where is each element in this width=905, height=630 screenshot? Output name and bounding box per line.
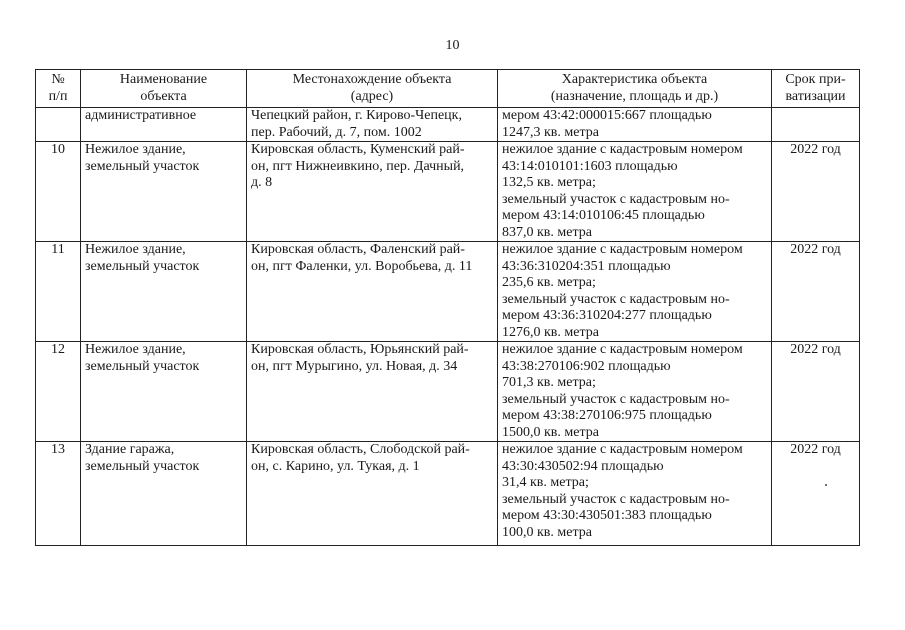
cell-line: Кировская область, Юрьянский рай- [251, 342, 469, 357]
cell-line: нежилое здание с кадастровым номером [502, 142, 743, 157]
cell-term [772, 108, 860, 142]
header-name-line-1: Наименование [119, 72, 208, 87]
cell-line: Нежилое здание, [85, 342, 186, 357]
cell-line: нежилое здание с кадастровым номером [502, 442, 743, 457]
cell-term: 2022 год [772, 342, 860, 442]
header-characteristics-line-1: Характеристика объекта [561, 72, 708, 87]
table-row [36, 242, 860, 342]
table-header-row [36, 70, 860, 108]
cell-line: 701,3 кв. метра; [502, 375, 596, 390]
header-location-line-2: (адрес) [350, 88, 394, 104]
cell-location [247, 108, 498, 142]
privatization-table [35, 69, 860, 546]
cell-line: Кировская область, Фаленский рай- [251, 242, 465, 257]
cell-line: земельный участок с кадастровым но- [502, 491, 730, 507]
cell-line: 43:14:010101:1603 площадью [502, 158, 678, 174]
header-num-line-1: № [51, 72, 65, 87]
cell-line: 43:30:430502:94 площадью [502, 458, 664, 474]
cell-line: он, пгт Нижнеивкино, пер. Дачный, [251, 158, 465, 174]
header-num [36, 70, 81, 108]
cell-line: Кировская область, Куменский рай- [251, 142, 465, 157]
cell-line: мером 43:38:270106:975 площадью [502, 408, 712, 423]
cell-num: 10 [36, 142, 81, 242]
header-location-line-1: Местонахождение объекта [292, 72, 452, 87]
cell-line: он, пгт Мурыгино, ул. Новая, д. 34 [251, 358, 458, 374]
table-row [36, 142, 860, 242]
header-term [772, 70, 860, 108]
cell-characteristics [498, 108, 772, 142]
cell-location [247, 242, 498, 342]
cell-line: он, пгт Фаленки, ул. Воробьева, д. 11 [251, 258, 473, 274]
cell-line: 837,0 кв. метра [502, 224, 592, 240]
header-name [81, 70, 247, 108]
cell-line: 235,6 кв. метра; [502, 275, 596, 290]
cell-line: земельный участок с кадастровым но- [502, 291, 730, 307]
table-row [36, 442, 860, 546]
table-row [36, 342, 860, 442]
header-characteristics [498, 70, 772, 108]
cell-name [81, 108, 247, 142]
cell-line: 1247,3 кв. метра [502, 124, 599, 140]
cell-name [81, 342, 247, 442]
cell-characteristics [498, 342, 772, 442]
cell-line: земельный участок с кадастровым но- [502, 191, 730, 207]
cell-line: Нежилое здание, [85, 142, 186, 157]
header-characteristics-line-2: (назначение, площадь и др.) [550, 88, 719, 104]
cell-line: 1276,0 кв. метра [502, 324, 599, 340]
cell-line: 43:36:310204:351 площадью [502, 258, 671, 274]
cell-line: административное [85, 108, 197, 123]
cell-num: 12 [36, 342, 81, 442]
cell-line: 132,5 кв. метра; [502, 175, 596, 190]
page-number: 10 [445, 38, 460, 53]
cell-line: земельный участок [85, 358, 200, 374]
cell-name [81, 142, 247, 242]
cell-line: Здание гаража, [85, 442, 175, 457]
cell-location [247, 342, 498, 442]
cell-term: 2022 год [772, 142, 860, 242]
cell-line: мером 43:42:000015:667 площадью [502, 108, 712, 123]
cell-num: 11 [36, 242, 81, 342]
table-row-continuation [36, 108, 860, 142]
cell-name [81, 442, 247, 546]
stray-dot-mark [825, 484, 827, 486]
cell-line: земельный участок [85, 158, 200, 174]
cell-line: Кировская область, Слободской рай- [251, 442, 470, 457]
cell-line: д. 8 [251, 175, 273, 190]
header-term-line-1: Срок при- [785, 72, 846, 87]
cell-num [36, 108, 81, 142]
cell-line: 43:38:270106:902 площадью [502, 358, 671, 374]
cell-line: земельный участок [85, 458, 200, 474]
cell-characteristics [498, 142, 772, 242]
cell-line: нежилое здание с кадастровым номером [502, 342, 743, 357]
cell-line: 1500,0 кв. метра [502, 424, 599, 440]
cell-line: нежилое здание с кадастровым номером [502, 242, 743, 257]
cell-name [81, 242, 247, 342]
header-term-line-2: ватизации [785, 88, 846, 104]
cell-term: 2022 год [772, 242, 860, 342]
cell-location [247, 442, 498, 546]
cell-line: он, с. Карино, ул. Тукая, д. 1 [251, 458, 420, 474]
cell-line: Нежилое здание, [85, 242, 186, 257]
cell-line: земельный участок с кадастровым но- [502, 391, 730, 407]
cell-line: 100,0 кв. метра [502, 524, 592, 540]
cell-term: 2022 год [772, 442, 860, 546]
cell-line: мером 43:36:310204:277 площадью [502, 308, 712, 323]
cell-line: мером 43:14:010106:45 площадью [502, 208, 705, 223]
cell-num: 13 [36, 442, 81, 546]
cell-line: 31,4 кв. метра; [502, 475, 589, 490]
header-name-line-2: объекта [140, 88, 187, 104]
cell-characteristics [498, 442, 772, 546]
header-num-line-2: п/п [48, 88, 68, 104]
cell-line: Чепецкий район, г. Кирово-Чепецк, [251, 108, 462, 123]
cell-characteristics [498, 242, 772, 342]
cell-line: мером 43:30:430501:383 площадью [502, 508, 712, 523]
header-location [247, 70, 498, 108]
cell-location [247, 142, 498, 242]
cell-line: пер. Рабочий, д. 7, пом. 1002 [251, 124, 422, 140]
cell-line: земельный участок [85, 258, 200, 274]
